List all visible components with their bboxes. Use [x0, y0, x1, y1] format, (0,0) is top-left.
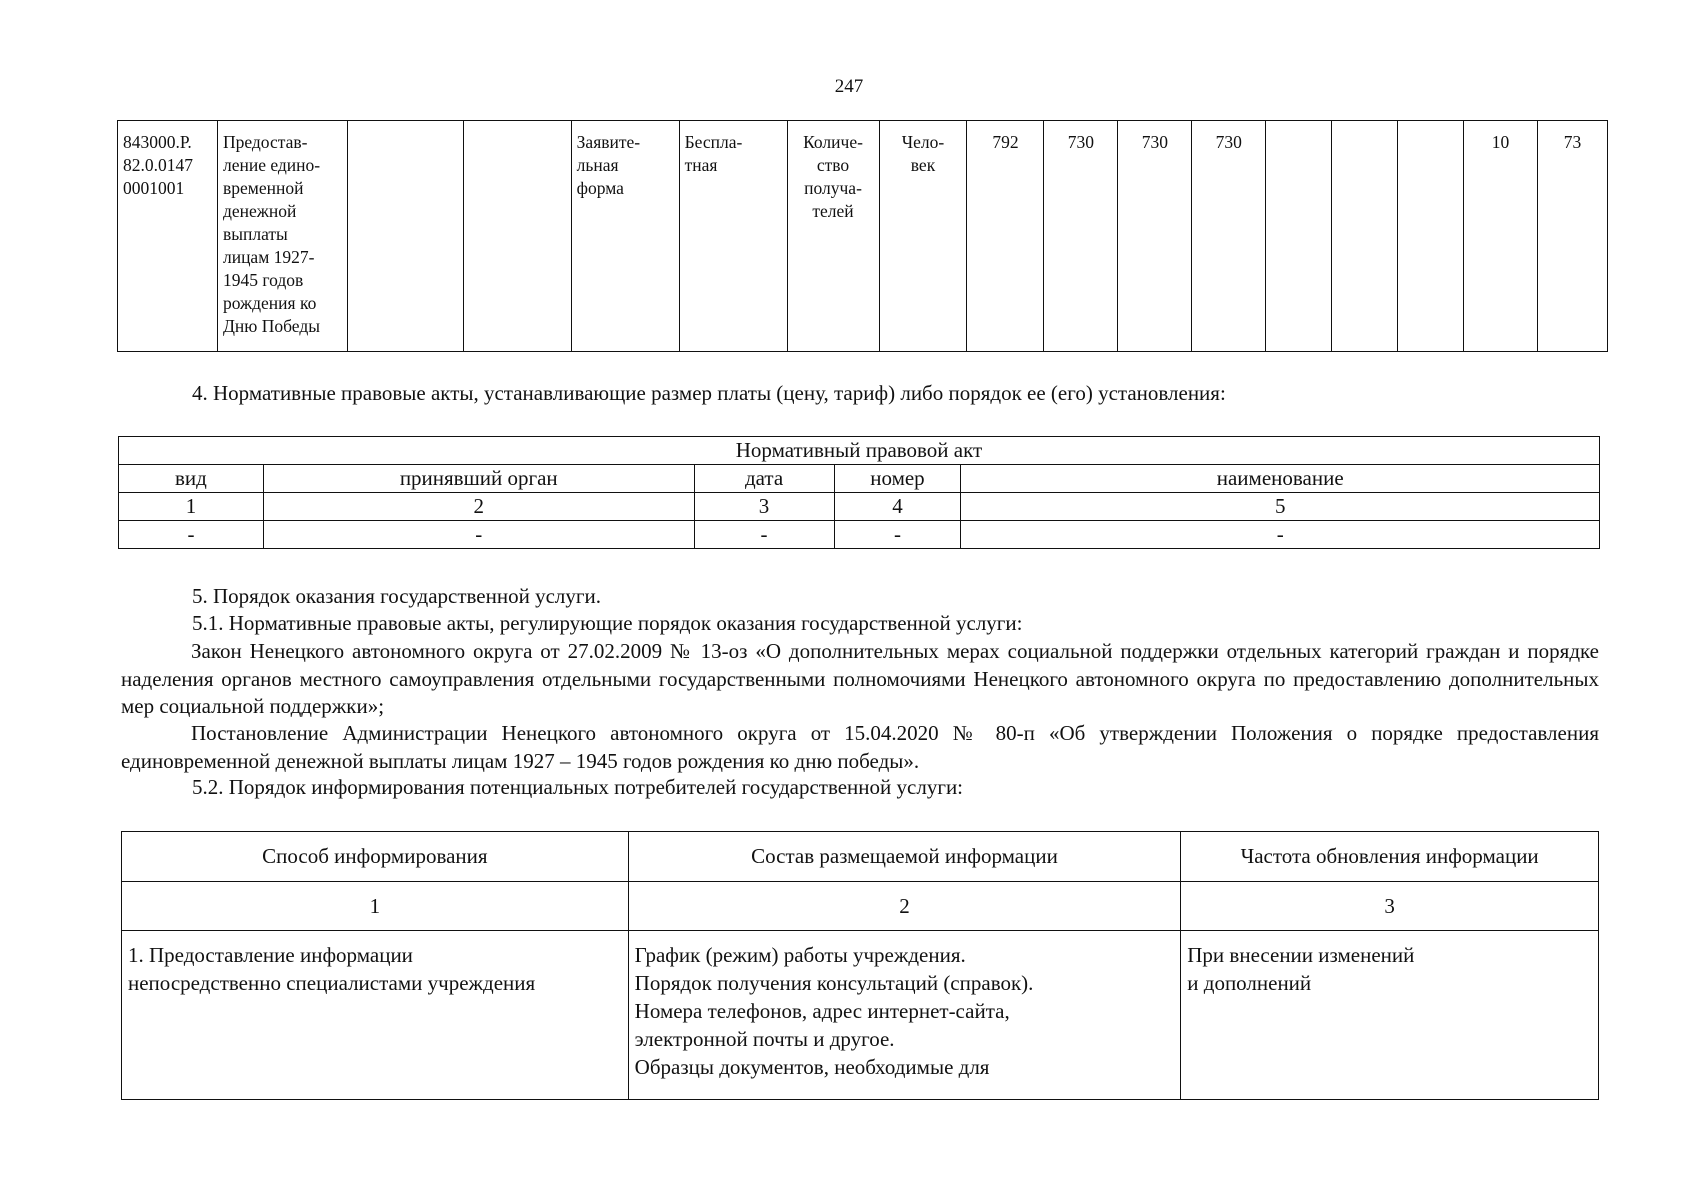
section4-title: 4. Нормативные правовые акты, устанавливающие размер платы (цену, тариф) либо порядок ее (его) установления:	[192, 381, 1226, 405]
law-1-paragraph: Закон Ненецкого автономного округа от 27.02.2009 № 13-оз «О дополнительных мерах социальной поддержки отдельных категорий граждан и порядке наделения органов местного самоуправления отдельными государственными полномочиями Ненецкого автономного округа по предоставлению дополнительных мер социальной поддержки»;	[121, 639, 1599, 718]
acts-cell-1: -	[119, 521, 264, 549]
info-index-3: 3	[1181, 882, 1599, 931]
acts-caption-row	[119, 437, 1600, 465]
acts-index-3: 3	[694, 493, 834, 521]
acts-header-authority: принявший орган	[263, 465, 694, 493]
acts-index-2: 2	[263, 493, 694, 521]
service-name: Предостав- ление едино- временной денежной выплаты лицам 1927- 1945 годов рождения ко Дню Победы	[217, 121, 347, 352]
service-value-4	[1266, 121, 1332, 352]
info-header-method: Способ информирования	[122, 832, 629, 882]
service-indicator: Количе- ство получа- телей	[787, 121, 879, 352]
section52-title: 5.2. Порядок информирования потенциальных потребителей государственной услуги:	[192, 775, 964, 799]
service-value-1: 730	[1044, 121, 1118, 352]
service-deviation-abs: 73	[1537, 121, 1607, 352]
service-unit-code: 792	[967, 121, 1044, 352]
acts-cell-3: -	[694, 521, 834, 549]
service-code: 843000.Р. 82.0.0147 0001001	[118, 121, 218, 352]
section5-title: 5. Порядок оказания государственной услуги.	[192, 584, 601, 608]
info-index-1: 1	[122, 882, 629, 931]
service-payment: Беспла- тная	[679, 121, 787, 352]
info-header-content: Состав размещаемой информации	[628, 832, 1181, 882]
service-col4	[463, 121, 571, 352]
service-unit: Чело- век	[879, 121, 967, 352]
info-index-2: 2	[628, 882, 1181, 931]
info-data-row	[122, 931, 1599, 1100]
info-index-row	[122, 882, 1599, 931]
info-header-row	[122, 832, 1599, 882]
acts-data-row	[119, 521, 1600, 549]
acts-caption: Нормативный правовой акт	[119, 437, 1600, 465]
law-2-paragraph: Постановление Администрации Ненецкого автономного округа от 15.04.2020 № 80-п «Об утверждении Положения о порядке предоставления единовременной денежной выплаты лицам 1927 – 1945 годов рождения ко дню победы».	[121, 721, 1599, 773]
info-method-cell: 1. Предоставление информации непосредственно специалистами учреждения	[122, 931, 629, 1100]
acts-header-number: номер	[834, 465, 961, 493]
acts-index-row	[119, 493, 1600, 521]
acts-cell-2: -	[263, 521, 694, 549]
acts-table	[118, 436, 1600, 549]
info-table	[121, 831, 1599, 1100]
section51-title: 5.1. Нормативные правовые акты, регулирующие порядок оказания государственной услуги:	[192, 611, 1023, 635]
acts-header-date: дата	[694, 465, 834, 493]
page-number: 247	[834, 76, 864, 97]
acts-cell-5: -	[961, 521, 1600, 549]
acts-header-row	[119, 465, 1600, 493]
service-value-6	[1398, 121, 1464, 352]
acts-header-kind: вид	[119, 465, 264, 493]
service-value-2: 730	[1118, 121, 1192, 352]
acts-index-5: 5	[961, 493, 1600, 521]
info-header-frequency: Частота обновления информации	[1181, 832, 1599, 882]
service-deviation-percent: 10	[1464, 121, 1538, 352]
acts-index-4: 4	[834, 493, 961, 521]
service-value-3: 730	[1192, 121, 1266, 352]
info-frequency-cell: При внесении изменений и дополнений	[1181, 931, 1599, 1100]
service-col3	[347, 121, 463, 352]
service-table	[117, 120, 1608, 352]
service-value-5	[1332, 121, 1398, 352]
service-form: Заявите- льная форма	[571, 121, 679, 352]
info-content-cell: График (режим) работы учреждения. Порядок получения консультаций (справок). Номера телефонов, адрес интернет-сайта, электронной почты и другое. Образцы документов, необходимые для	[628, 931, 1181, 1100]
acts-header-name: наименование	[961, 465, 1600, 493]
acts-cell-4: -	[834, 521, 961, 549]
acts-index-1: 1	[119, 493, 264, 521]
service-row	[118, 121, 1608, 352]
